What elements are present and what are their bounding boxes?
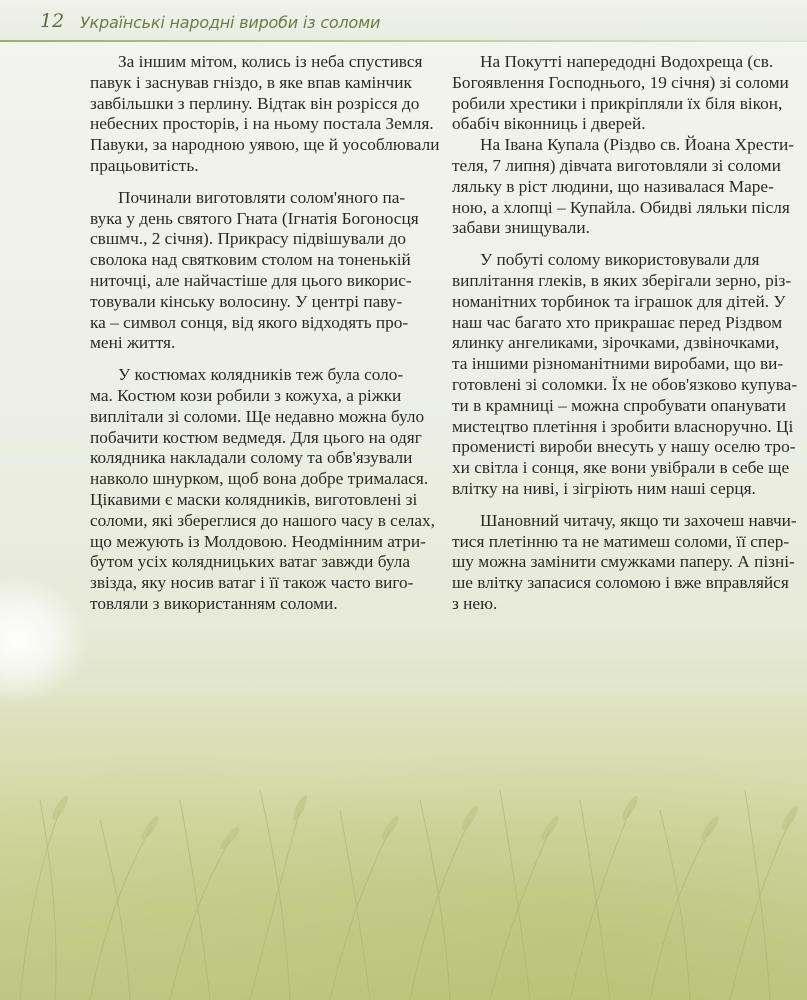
text-line: Шановний читачу, якщо ти захочеш навчи- (480, 510, 797, 530)
text-line: сволока над святковим столом на тоненькій (90, 250, 411, 270)
paragraph-dear-reader (452, 510, 797, 615)
text-line: тися плетінню та не матимеш соломи, її спер- (452, 531, 790, 551)
photo-glare (0, 580, 85, 700)
text-line: На Покутті напередодні Водохреща (св. (480, 52, 774, 71)
text-line: Починали виготовляти солом'яного па- (118, 187, 406, 207)
text-line: номанітних торбинок та іграшок для дітей. У (452, 291, 786, 311)
text-line: забави знищували. (452, 218, 590, 238)
text-line: На Івана Купала (Різдво св. Йоана Хрести- (480, 135, 795, 155)
text-line: ше влітку запасися соломою і вже вправляйся (452, 573, 789, 593)
wheat-stalks-graphic (0, 690, 807, 1000)
text-line: ною, а хлопці – Купайла. Обидві ляльки після (452, 197, 790, 217)
text-line: завбільшки з перлину. Відтак він розрісся до (90, 93, 420, 113)
text-line: соломи, які збереглися до нашого часу в селах, (90, 510, 435, 530)
text-line: мистецтво плетіння і зробити власноручно. Ці (452, 416, 794, 436)
text-line: працьовитість. (90, 155, 199, 175)
left-column (90, 52, 446, 615)
text-line: побачити костюм ведмедя. Для цього на одяг (90, 427, 422, 447)
paragraph-carolers (90, 365, 446, 615)
text-line: павук і заснував гніздо, в яке впав камінчик (90, 72, 412, 92)
text-line: У костюмах колядників теж була соло- (118, 365, 404, 385)
text-line: небесних просторів, і на ньому постала Земля. (90, 114, 434, 134)
text-line: ляльку в ріст людини, що називалася Маре- (452, 176, 774, 196)
right-column (452, 52, 798, 615)
page-number: 12 (40, 10, 65, 32)
text-line: Павуки, за народною уявою, ще й уособлювали (90, 135, 440, 155)
text-line: навколо шнурком, щоб вона добре трималася. (90, 469, 429, 489)
text-line: що межують із Молдовою. Неодмінним атри- (90, 531, 426, 551)
text-line: ти в крамниці – можна спробувати опанувати (452, 395, 787, 415)
paragraph-kupala (452, 135, 795, 239)
text-line: готовлені зі соломки. Їх не обов'язково купува- (452, 374, 798, 394)
running-head: Українські народні вироби із соломи (80, 13, 381, 32)
wheat-field-image (0, 690, 807, 1000)
text-line: хи світла і сонця, яке вони увібрали в себе ще (452, 458, 790, 478)
text-line: звізда, яку носив ватаг і її також часто виго- (90, 573, 414, 593)
text-line: Цікавими є маски колядників, виготовлені зі (90, 489, 418, 509)
text-line: теля, 7 липня) дівчата виготовляли зі соломи (452, 155, 781, 175)
paragraph-straw-spider (90, 188, 446, 354)
text-line: вука у день святого Гната (Ігнатія Богоносця (90, 208, 419, 228)
text-line: бутом усіх колядницьких ватаг завжди була (90, 552, 411, 572)
text-line: Богоявлення Господнього, 19 січня) зі соломи (452, 72, 789, 92)
text-line: та іншими різноманітними виробами, що ви- (452, 354, 784, 374)
text-line: товляли з використанням соломи. (90, 593, 338, 613)
text-line: променисті вироби внесуть у нашу оселю тро- (452, 437, 796, 457)
text-line: ка – символ сонця, від якого відходять про- (90, 312, 409, 332)
text-line: виплітання глеків, в яких зберігали зерно, різ- (452, 270, 792, 290)
text-line: обабіч віконниць і дверей. (452, 114, 646, 134)
text-line: свшмч., 2 січня). Прикрасу підвішували до (90, 229, 407, 249)
paragraph-spider-myth (90, 52, 446, 177)
text-line: товували кінську волосину. У центрі паву- (90, 291, 403, 311)
text-line: наш час багато хто прикрашає перед Різдвом (452, 312, 783, 332)
text-line: робили хрестики і прикріпляли їх біля вікон, (452, 93, 783, 113)
text-line: За іншим мітом, колись із неба спустився (118, 52, 423, 71)
text-line: мені життя. (90, 333, 176, 353)
text-line: виплітали зі соломи. Ще недавно можна було (90, 406, 425, 426)
header-rule (0, 40, 807, 42)
text-line: ниточці, але найчастіше для цього викорис- (90, 270, 412, 290)
text-line: колядника накладали солому та обв'язували (90, 448, 413, 468)
text-line: ялинку ангеликами, зірочками, дзвіночками, (452, 333, 780, 353)
text-line: У побуті солому використовували для (480, 250, 760, 270)
paragraph-everyday-use (452, 250, 798, 500)
text-line: ма. Костюм кози робили з кожуха, а ріжки (90, 385, 402, 405)
text-line: влітку на ниві, і зігріють ним наші серця. (452, 478, 756, 498)
text-line: шу можна замінити смужками паперу. А пізні- (452, 552, 795, 572)
paragraph-pokuttia (452, 52, 789, 135)
text-line: з нею. (452, 593, 498, 613)
